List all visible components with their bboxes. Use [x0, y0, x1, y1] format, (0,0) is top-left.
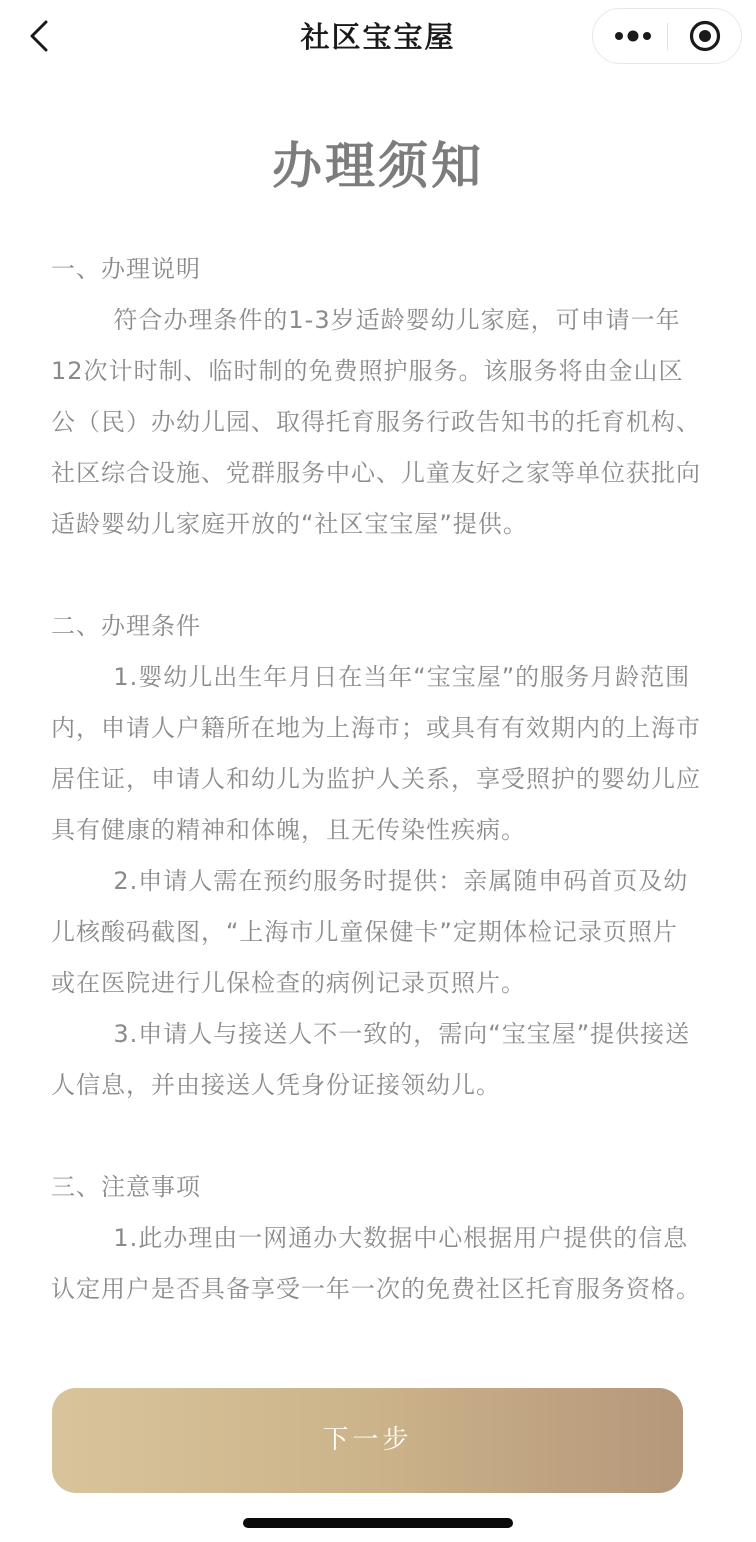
nav-title: 社区宝宝屋 — [300, 20, 456, 54]
close-button[interactable] — [675, 13, 737, 59]
section-title: 一、办理说明 — [51, 255, 201, 283]
home-indicator — [243, 1518, 513, 1528]
target-close-icon — [675, 13, 737, 59]
next-step-button[interactable]: 下一步 — [52, 1388, 683, 1493]
section-paragraph: 3.申请人与接送人不一致的，需向“宝宝屋”提供接送人信息，并由接送人凭身份证接领幼儿。 — [51, 1020, 691, 1099]
section-instructions — [51, 244, 701, 550]
section-notes — [51, 1162, 701, 1315]
section-paragraph: 符合办理条件的1-3岁适龄婴幼儿家庭，可申请一年12次计时制、临时制的免费照护服务。该服务将由金山区公（民）办幼儿园、取得托育服务行政告知书的托育机构、社区综合设施、党群服务中心、儿童友好之家等单位获批向适龄婴幼儿家庭开放的“社区宝宝屋”提供。 — [51, 306, 701, 538]
more-button[interactable] — [597, 13, 663, 59]
section-title: 二、办理条件 — [51, 612, 201, 640]
page-heading: 办理须知 — [272, 137, 484, 195]
section-paragraph: 2.申请人需在预约服务时提供：亲属随申码首页及幼儿核酸码截图，“上海市儿童保健卡”定期体检记录页照片或在医院进行儿保检查的病例记录页照片。 — [51, 867, 689, 997]
mini-program-capsule — [592, 8, 742, 64]
section-paragraph: 1.此办理由一网通办大数据中心根据用户提供的信息认定用户是否具备享受一年一次的免费社区托育服务资格。 — [51, 1224, 701, 1303]
section-paragraph: 1.婴幼儿出生年月日在当年“宝宝屋”的服务月龄范围内，申请人户籍所在地为上海市；或具有有效期内的上海市居住证，申请人和幼儿为监护人关系，享受照护的婴幼儿应具有健康的精神和体魄，且无传染性疾病。 — [51, 663, 701, 844]
notice-content[interactable] — [0, 74, 756, 1386]
more-dots-icon — [597, 13, 663, 59]
notice-sections — [51, 244, 701, 1366]
nav-bar — [0, 0, 756, 74]
section-conditions — [51, 601, 701, 1111]
capsule-divider — [667, 23, 668, 50]
section-title: 三、注意事项 — [51, 1173, 201, 1201]
